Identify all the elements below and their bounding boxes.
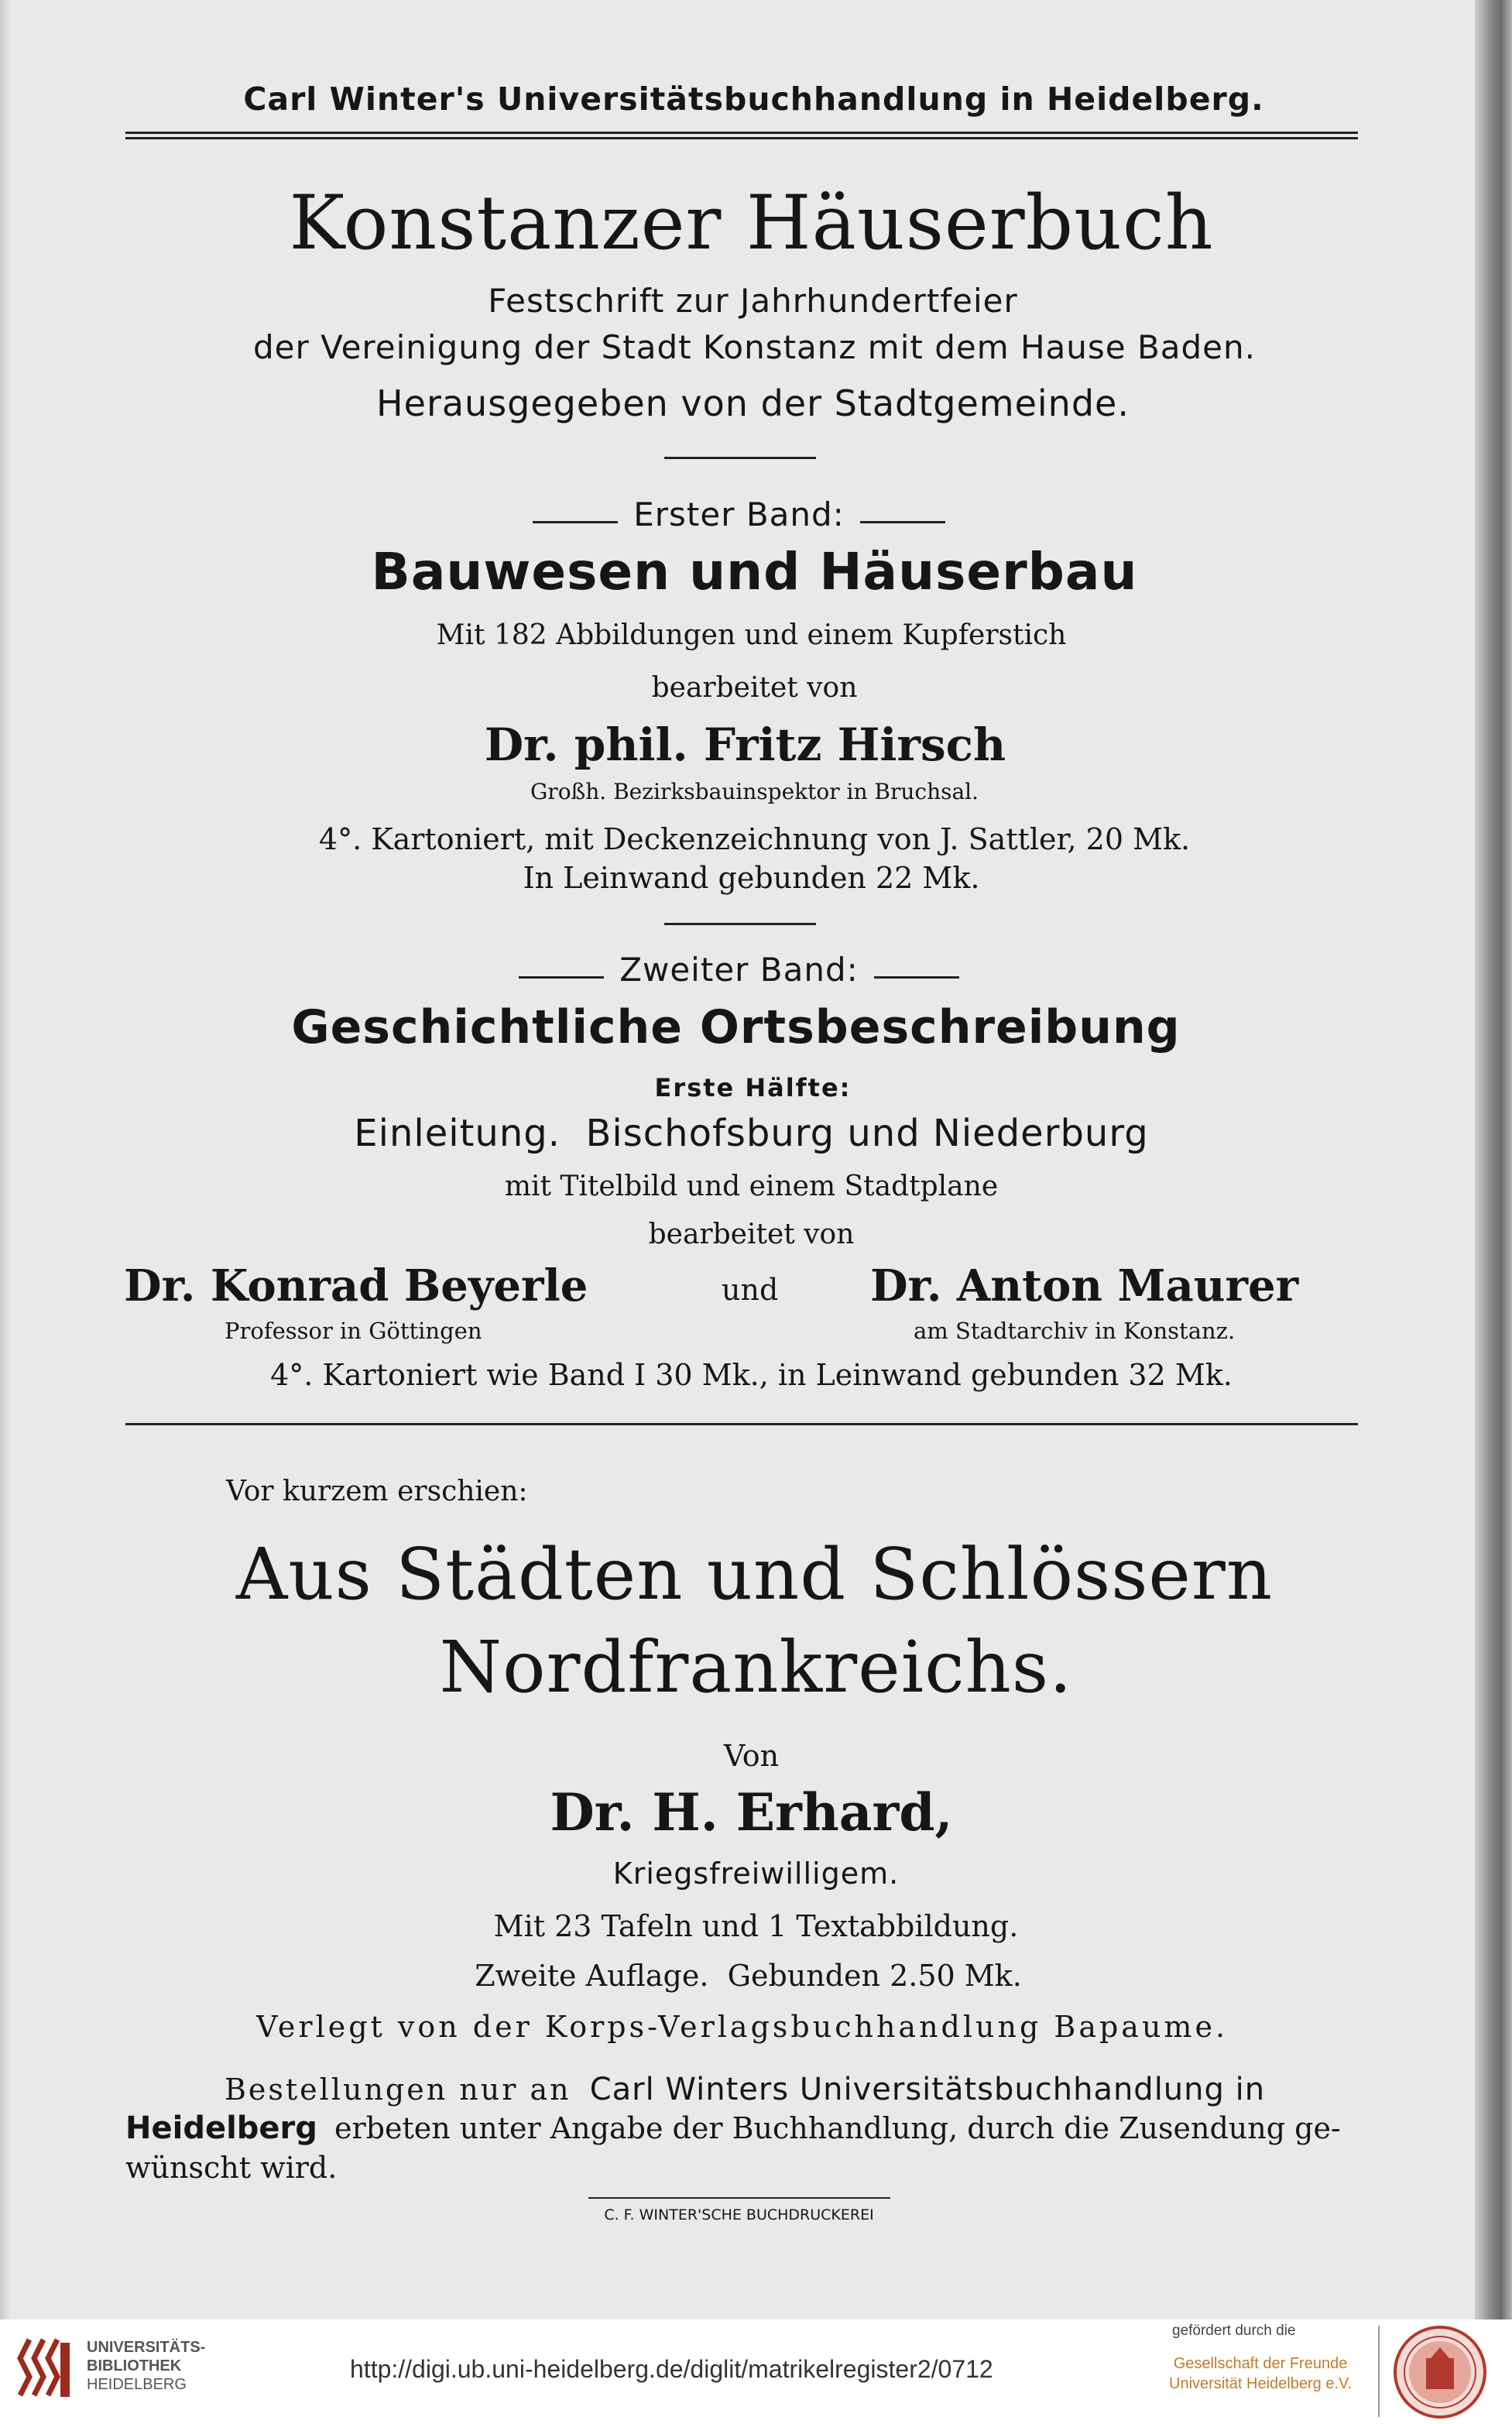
library-name — [87, 2338, 205, 2394]
volume2-author-2-role: am Stadtarchiv in Konstanz. — [914, 1318, 1236, 1344]
dash-left — [519, 976, 604, 979]
volume1-price-1: 4°. Kartoniert, mit Deckenzeichnung von J. Sattler, 20 Mk. — [318, 822, 1191, 856]
volume2-illustrations: mit Titelbild und einem Stadtplane — [504, 1171, 999, 1202]
book2-title-2: Nordfrankreichs. — [439, 1626, 1073, 1709]
volume2-part: Erste Hälfte: — [654, 1073, 852, 1102]
book-subtitle-2: der Vereinigung der Stadt Konstanz mit dem Hause Baden. — [252, 328, 1256, 366]
sponsor-label: gefördert durch die — [1172, 2323, 1296, 2339]
book-subtitle-1: Festschrift zur Jahrhundertfeier — [488, 282, 1018, 320]
volume1-illustrations: Mit 182 Abbildungen und einem Kupferstich — [436, 619, 1067, 651]
order-note-text: erbeten unter Angabe der Buchhandlung, durch die Zusendung ge- — [334, 2111, 1341, 2145]
footer-divider — [1378, 2326, 1380, 2417]
library-name-line-1: UNIVERSITÄTS- — [87, 2339, 206, 2356]
university-seal-icon — [1392, 2324, 1488, 2420]
volume1-author: Dr. phil. Fritz Hirsch — [484, 718, 1006, 771]
volume1-price-2: In Leinwand gebunden 22 Mk. — [523, 861, 980, 895]
book2-illustrations: Mit 23 Tafeln und 1 Textabbildung. — [493, 1909, 1019, 1943]
book2-author: Dr. H. Erhard, — [550, 1782, 953, 1843]
library-name-line-3: HEIDELBERG — [87, 2376, 187, 2393]
volume2-edited-by: bearbeitet von — [648, 1219, 855, 1250]
publisher-header: Carl Winter's Universitätsbuchhandlung in Heidelberg. — [243, 81, 1264, 118]
sponsor-name-line-1: Gesellschaft der Freunde — [1173, 2355, 1348, 2372]
volume1-heading: Erster Band: — [633, 495, 845, 533]
volume2-author-1: Dr. Konrad Beyerle — [124, 1260, 588, 1311]
volume1-heading-row — [0, 495, 1495, 533]
book2-publisher: Verlegt von der Korps-Verlagsbuchhandlung Bapaume. — [255, 2010, 1229, 2044]
order-note-line-1 — [225, 2072, 1265, 2107]
volume1-title: Bauwesen und Häuserbau — [371, 542, 1138, 602]
book2-edition: Zweite Auflage. Gebunden 2.50 Mk. — [475, 1959, 1022, 1993]
source-url-link[interactable]: http://digi.ub.uni-heidelberg.de/diglit/matrikelregister2/0712 — [350, 2355, 993, 2383]
book2-author-role: Kriegsfreiwilligem. — [612, 1857, 900, 1891]
order-note-line-2 — [125, 2110, 1341, 2146]
volume1-author-role: Großh. Bezirksbauinspektor in Bruchsal. — [530, 779, 979, 804]
volume2-heading: Zweiter Band: — [619, 951, 859, 989]
library-name-line-2: BIBLIOTHEK — [87, 2357, 182, 2374]
order-note-city: Heidelberg — [125, 2110, 317, 2146]
volume2-title: Geschichtliche Ortsbeschreibung — [291, 1000, 1181, 1054]
order-note-line-3: wünscht wird. — [125, 2151, 338, 2185]
section-rule — [125, 1423, 1358, 1425]
digitization-footer — [0, 2319, 1512, 2424]
short-rule-2 — [664, 923, 816, 925]
sponsor-name — [1169, 2354, 1352, 2394]
volume2-heading-row — [0, 951, 1495, 989]
printer-rule — [588, 2197, 890, 2199]
volume2-author-1-role: Professor in Göttingen — [225, 1318, 482, 1344]
order-note-text: Bestellungen nur an — [225, 2073, 571, 2107]
printer-imprint: C. F. WINTER'SCHE BUCHDRUCKEREI — [604, 2206, 874, 2223]
short-rule-1 — [664, 457, 816, 459]
university-library-logo-icon — [14, 2335, 76, 2405]
dash-right — [874, 976, 959, 979]
volume2-contents: Einleitung. Bischofsburg und Niederburg — [354, 1112, 1149, 1155]
volume2-price: 4°. Kartoniert wie Band I 30 Mk., in Leinwand gebunden 32 Mk. — [270, 1358, 1233, 1392]
volume1-edited-by: bearbeitet von — [651, 672, 858, 704]
book2-by: Von — [723, 1739, 780, 1773]
sponsor-name-line-2: Universität Heidelberg e.V. — [1169, 2375, 1353, 2392]
order-note-bookshop: Carl Winters Universitätsbuchhandlung in — [589, 2072, 1266, 2107]
book-editor: Herausgegeben von der Stadtgemeinde. — [376, 382, 1130, 424]
header-double-rule — [125, 132, 1358, 139]
book2-intro: Vor kurzem erschien: — [226, 1476, 528, 1507]
book2-title-1: Aus Städten und Schlössern — [235, 1533, 1274, 1616]
volume2-and: und — [722, 1273, 779, 1307]
dash-right — [860, 521, 945, 523]
book-title: Konstanzer Häuserbuch — [289, 180, 1214, 266]
dash-left — [533, 521, 618, 523]
volume2-author-2: Dr. Anton Maurer — [870, 1260, 1299, 1311]
